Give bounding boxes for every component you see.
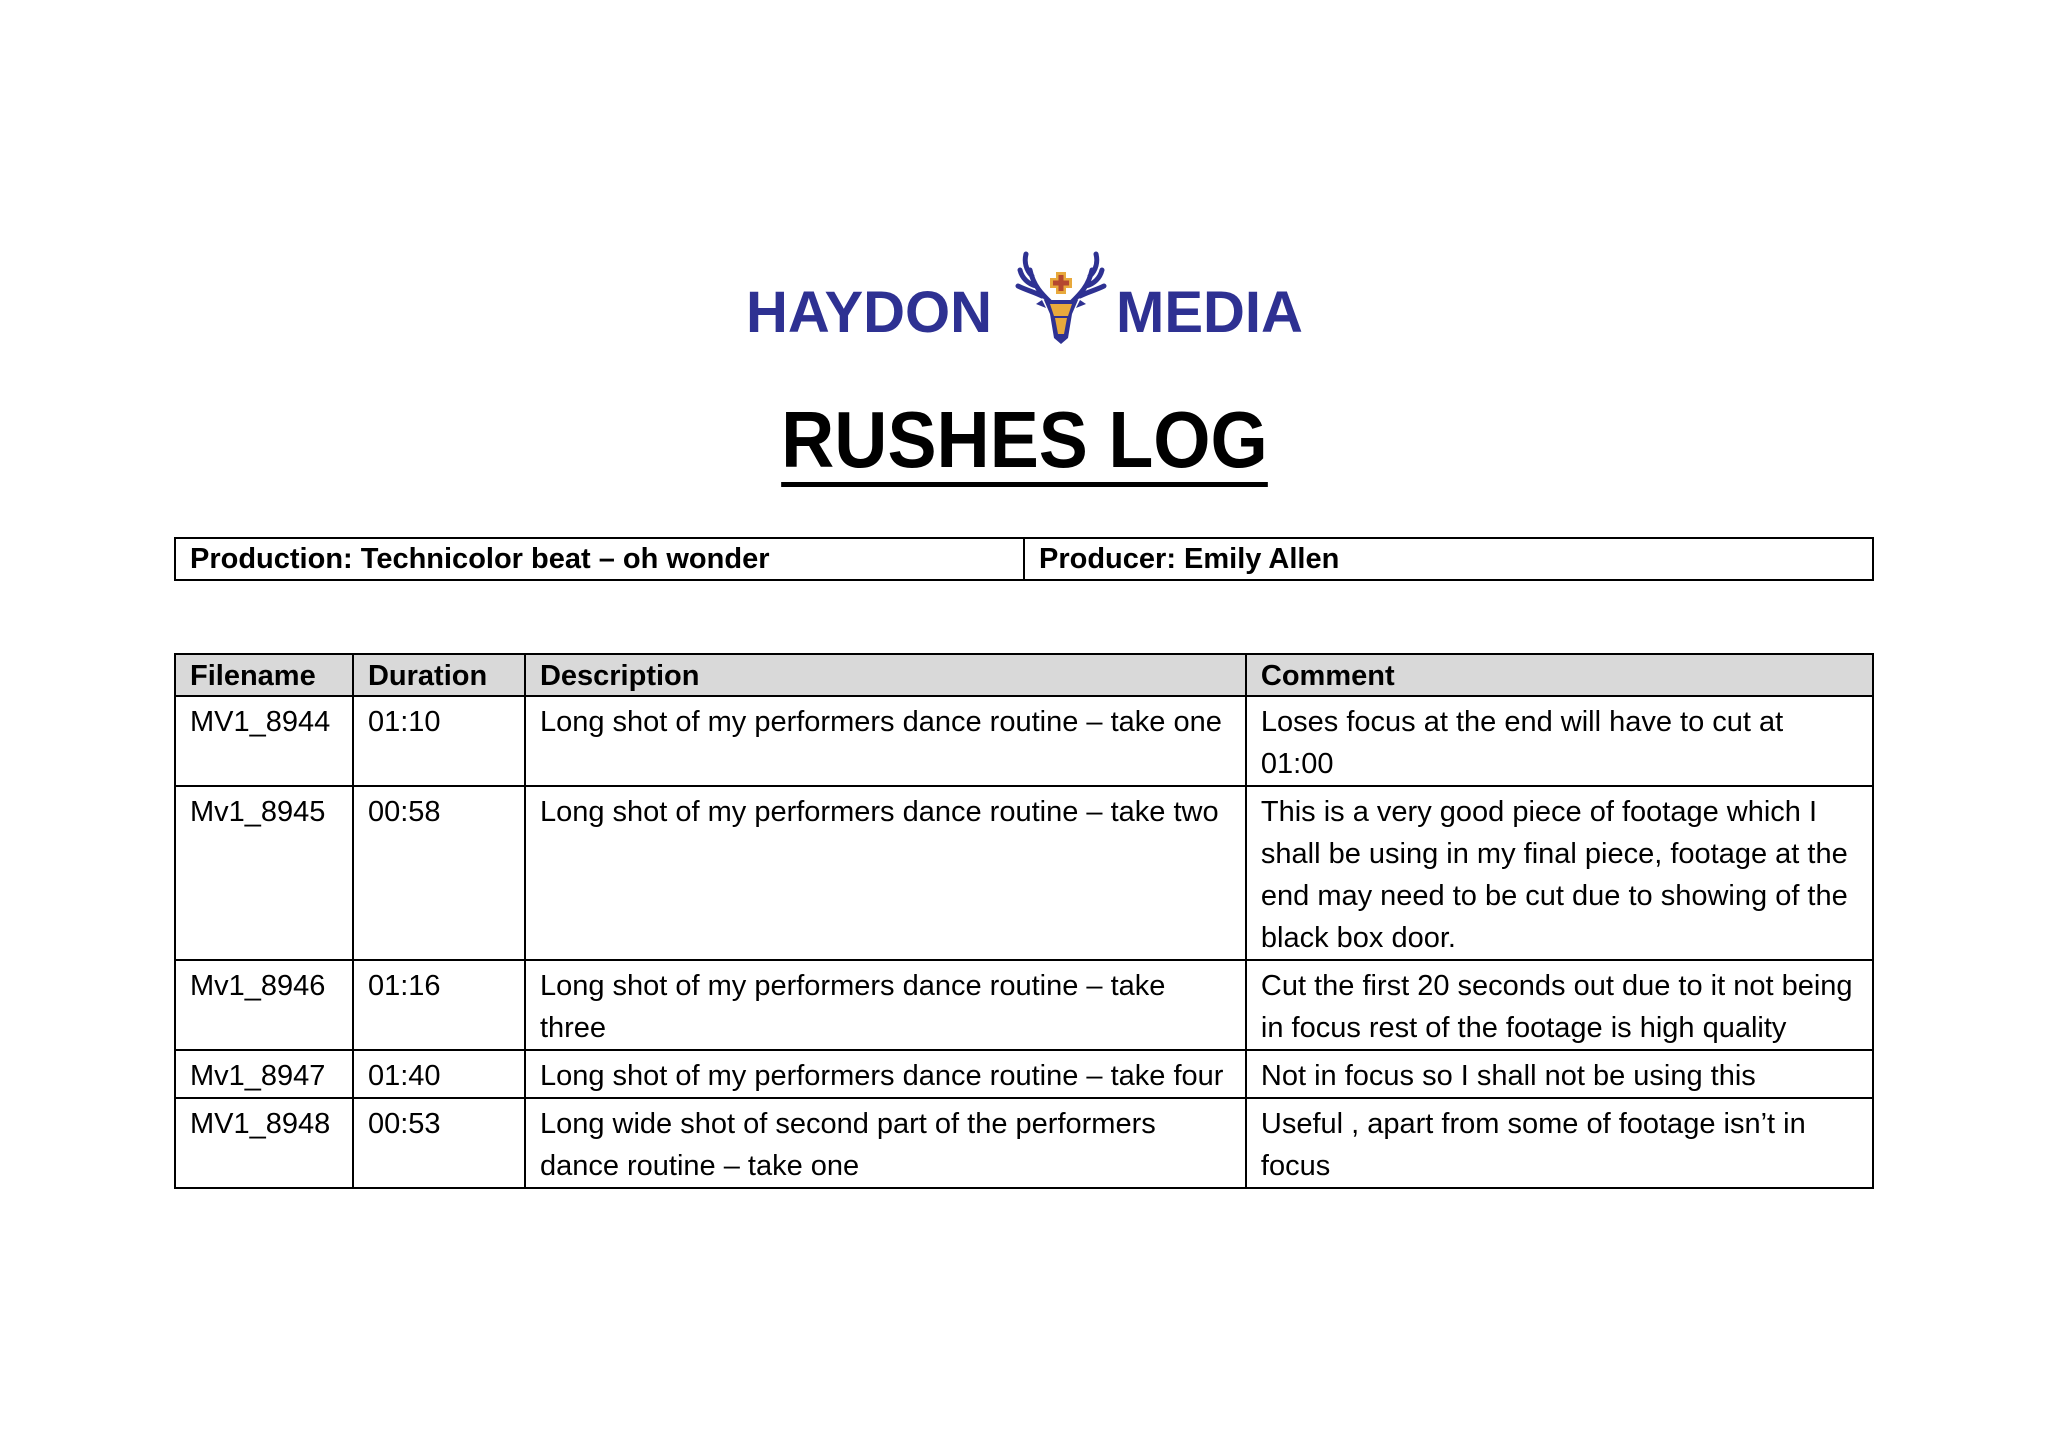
- stag-head-icon: [1006, 248, 1116, 348]
- description-cell: Long shot of my performers dance routine – take four: [525, 1050, 1246, 1098]
- description-cell: Long wide shot of second part of the performers dance routine – take one: [525, 1098, 1246, 1188]
- description-cell: Long shot of my performers dance routine – take two: [525, 786, 1246, 960]
- filename-cell: Mv1_8947: [175, 1050, 353, 1098]
- column-header-description: Description: [525, 654, 1246, 696]
- duration-cell: 00:53: [353, 1098, 525, 1188]
- table-row: [175, 696, 1873, 786]
- table-row: [175, 1050, 1873, 1098]
- comment-cell: Not in focus so I shall not be using this: [1246, 1050, 1873, 1098]
- table-row: [175, 786, 1873, 960]
- filename-cell: Mv1_8945: [175, 786, 353, 960]
- comment-cell: Useful , apart from some of footage isn’t in focus: [1246, 1098, 1873, 1188]
- duration-cell: 01:10: [353, 696, 525, 786]
- table-header-row: [175, 654, 1873, 696]
- duration-cell: 01:40: [353, 1050, 525, 1098]
- page-title: [0, 395, 2048, 487]
- filename-cell: MV1_8948: [175, 1098, 353, 1188]
- table-row: [175, 960, 1873, 1050]
- logo-word-left: HAYDON: [746, 280, 993, 345]
- duration-cell: 01:16: [353, 960, 525, 1050]
- column-header-comment: Comment: [1246, 654, 1873, 696]
- production-cell: Production: Technicolor beat – oh wonder: [175, 538, 1024, 580]
- column-header-duration: Duration: [353, 654, 525, 696]
- description-cell: Long shot of my performers dance routine – take one: [525, 696, 1246, 786]
- description-cell: Long shot of my performers dance routine – take three: [525, 960, 1246, 1050]
- producer-cell: Producer: Emily Allen: [1024, 538, 1873, 580]
- rushes-log-table: [174, 653, 1874, 1189]
- page-title-text: RUSHES LOG: [781, 400, 1268, 487]
- table-row: [175, 1098, 1873, 1188]
- comment-cell: This is a very good piece of footage which I shall be using in my final piece, footage at the end may need to be cut due to showing of the black box door.: [1246, 786, 1873, 960]
- filename-cell: MV1_8944: [175, 696, 353, 786]
- filename-cell: Mv1_8946: [175, 960, 353, 1050]
- logo-word-right: MEDIA: [1116, 280, 1303, 345]
- haydon-media-logo: [0, 248, 2048, 358]
- duration-cell: 00:58: [353, 786, 525, 960]
- production-info-table: [174, 537, 1874, 581]
- comment-cell: Loses focus at the end will have to cut at 01:00: [1246, 696, 1873, 786]
- production-info-row: [175, 538, 1873, 580]
- column-header-filename: Filename: [175, 654, 353, 696]
- comment-cell: Cut the first 20 seconds out due to it not being in focus rest of the footage is high quality: [1246, 960, 1873, 1050]
